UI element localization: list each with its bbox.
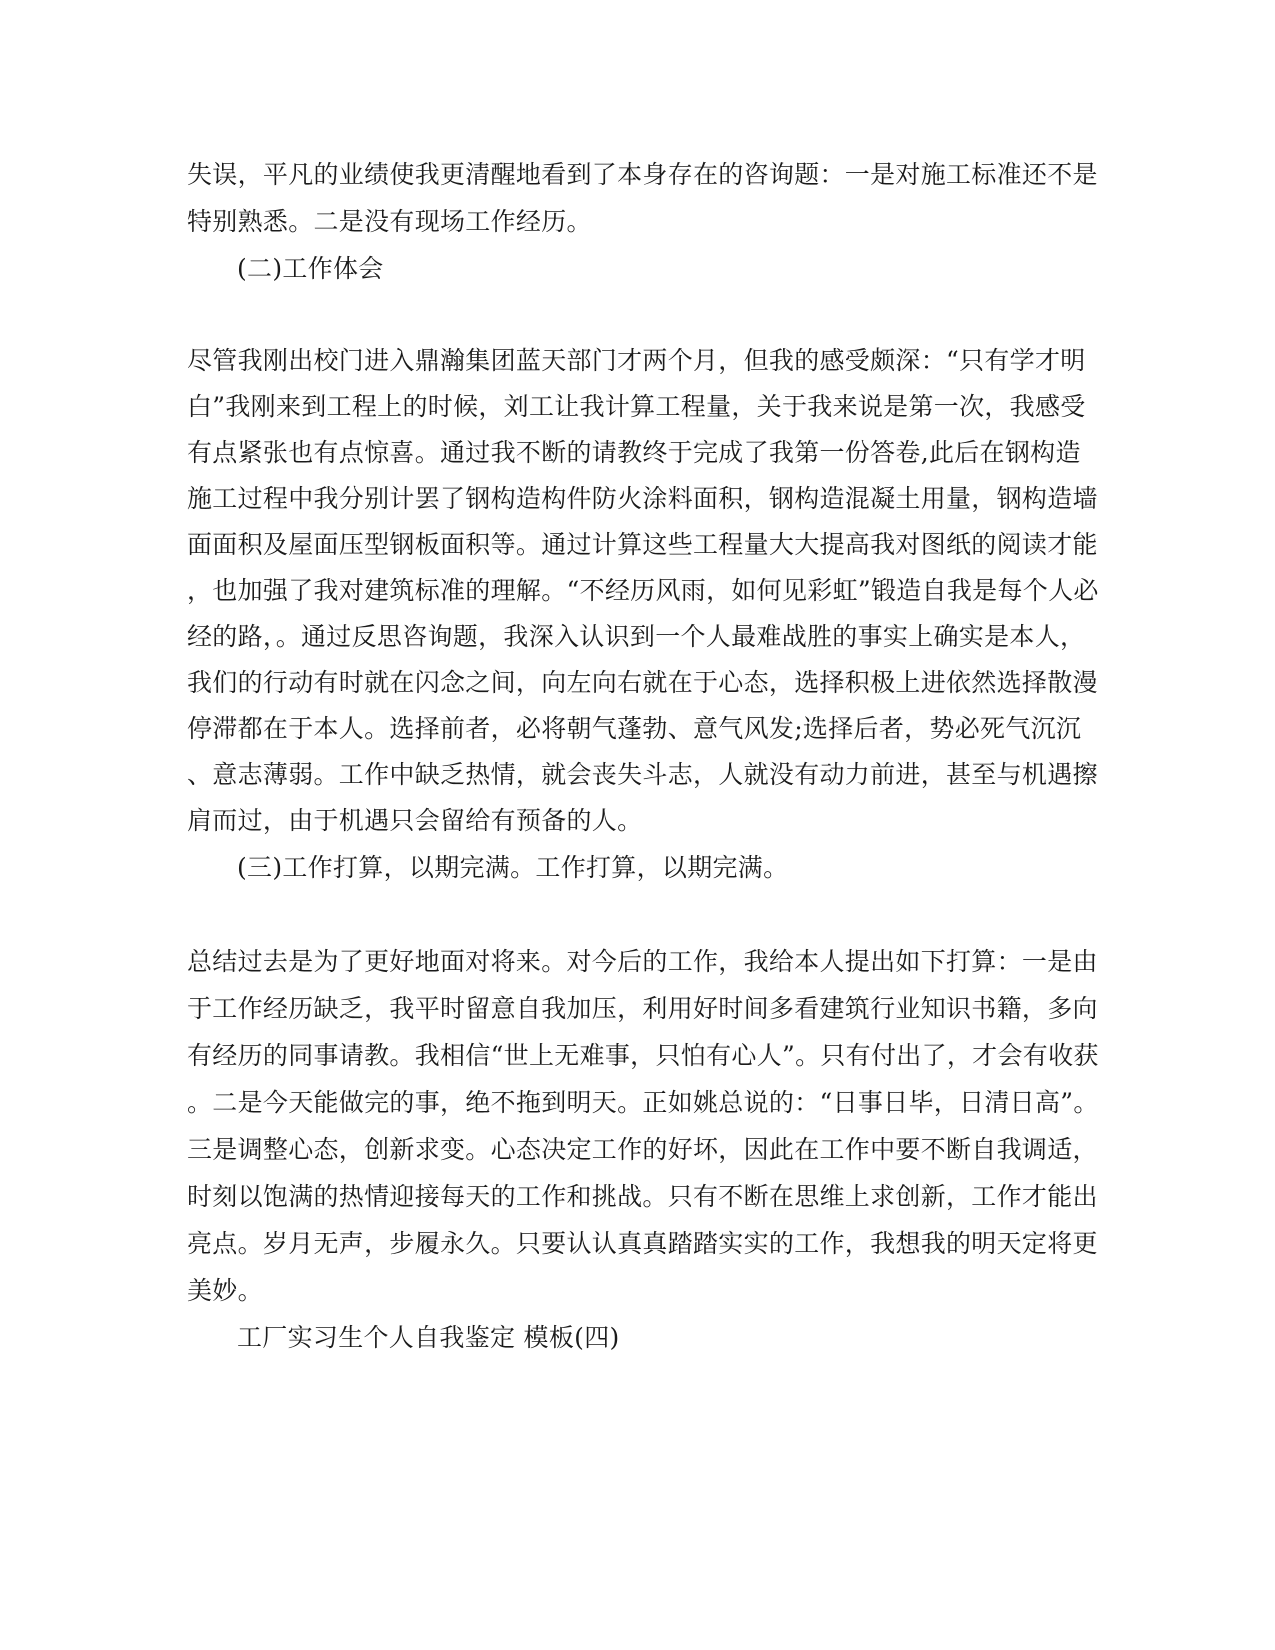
text-line: 肩而过，由于机遇只会留给有预备的人。 [187,806,643,835]
text-line: 亮点。岁月无声，步履永久。只要认认真真踏踏实实的工作，我想我的明天定将更 [187,1229,1098,1258]
text-line: 时刻以饱满的热情迎接每天的工作和挑战。只有不断在思维上求创新，工作才能出 [187,1182,1098,1211]
text-line: 停滞都在于本人。选择前者，必将朝气蓬勃、意气风发;选择后者，势必死气沉沉 [187,714,1082,743]
text-line: 经的路，。通过反思咨询题，我深入认识到一个人最难战胜的事实上确实是本人， [187,622,1086,651]
section-heading-work-experience: (二)工作体会 [237,254,384,283]
text-line: 特别熟悉。二是没有现场工作经历。 [187,207,592,236]
text-line: 于工作经历缺乏，我平时留意自我加压，利用好时间多看建筑行业知识书籍，多向 [187,994,1098,1023]
text-line: 有点紧张也有点惊喜。通过我不断的请教终于完成了我第一份答卷,此后在钢构造 [187,438,1081,467]
text-line: ，也加强了我对建筑标准的理解。“不经历风雨，如何见彩虹”锻造自我是每个人必 [187,576,1099,605]
text-line: 我们的行动有时就在闪念之间，向左向右就在于心态，选择积极上进依然选择散漫 [187,668,1098,697]
text-line: 白”我刚来到工程上的时候，刘工让我计算工程量，关于我来说是第一次，我感受 [187,392,1086,421]
text-line: 、意志薄弱。工作中缺乏热情，就会丧失斗志，人就没有动力前进，甚至与机遇擦 [187,760,1098,789]
text-line: 有经历的同事请教。我相信“世上无难事，只怕有心人”。只有付出了，才会有收获 [187,1041,1099,1070]
text-line: 美妙。 [187,1276,263,1305]
text-line: 失误，平凡的业绩使我更清醒地看到了本身存在的咨询题：一是对施工标准还不是 [187,160,1098,189]
section-heading-template-four: 工厂实习生个人自我鉴定 模板(四) [237,1323,620,1352]
text-line: 面面积及屋面压型钢板面积等。通过计算这些工程量大大提高我对图纸的阅读才能 [187,530,1098,559]
text-line: 。二是今天能做完的事，绝不拖到明天。正如姚总说的：“日事日毕，日清日高”。 [187,1088,1099,1117]
text-line: 尽管我刚出校门进入鼎瀚集团蓝天部门才两个月，但我的感受颇深：“只有学才明 [187,346,1086,375]
text-line: 施工过程中我分别计罢了钢构造构件防火涂料面积，钢构造混凝土用量，钢构造墙 [187,484,1098,513]
section-heading-work-plan: (三)工作打算，以期完满。工作打算，以期完满。 [237,853,789,882]
text-line: 总结过去是为了更好地面对将来。对今后的工作，我给本人提出如下打算：一是由 [187,947,1098,976]
text-line: 三是调整心态，创新求变。心态决定工作的好坏，因此在工作中要不断自我调适， [187,1135,1098,1164]
